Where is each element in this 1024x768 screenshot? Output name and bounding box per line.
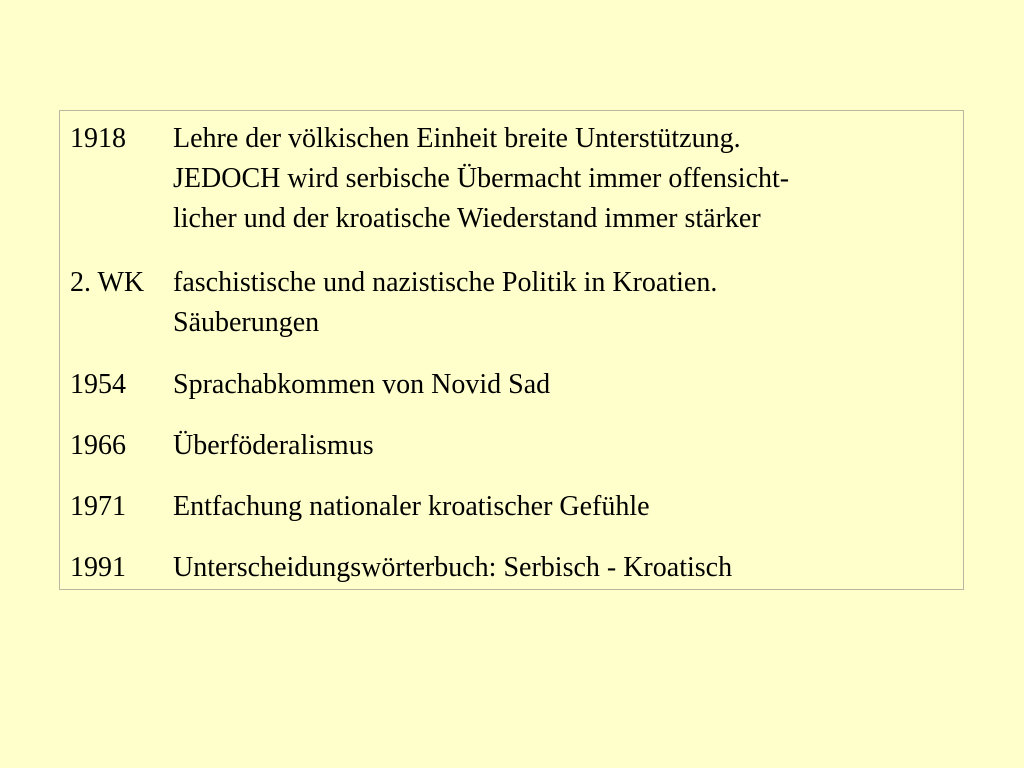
description-line: faschistische und nazistische Politik in Kroatien. — [173, 267, 718, 298]
entry-year: 1991 — [70, 552, 126, 583]
entry-year: 1966 — [70, 430, 126, 461]
entry-description — [173, 548, 963, 588]
entry-year: 1918 — [70, 123, 126, 154]
description-line: Entfachung nationaler kroatischer Gefühle — [173, 491, 650, 522]
description-line: Lehre der völkischen Einheit breite Unterstützung. — [173, 123, 741, 154]
description-line: Sprachabkommen von Novid Sad — [173, 369, 551, 400]
entry-description — [173, 487, 963, 527]
entry-description — [173, 263, 963, 343]
entry-year: 2. WK — [70, 267, 145, 298]
description-line: Unterscheidungswörterbuch: Serbisch - Kroatisch — [173, 552, 733, 583]
entry-description — [173, 119, 963, 239]
entry-year: 1971 — [70, 491, 126, 522]
description-line: Überföderalismus — [173, 430, 374, 461]
description-line: licher und der kroatische Wiederstand immer stärker — [173, 203, 761, 234]
entry-year: 1954 — [70, 369, 126, 400]
timeline-table — [59, 110, 964, 590]
entry-description — [173, 426, 963, 466]
entry-description — [173, 365, 963, 405]
description-line: Säuberungen — [173, 307, 320, 338]
description-line: JEDOCH wird serbische Übermacht immer offensicht- — [173, 163, 790, 194]
